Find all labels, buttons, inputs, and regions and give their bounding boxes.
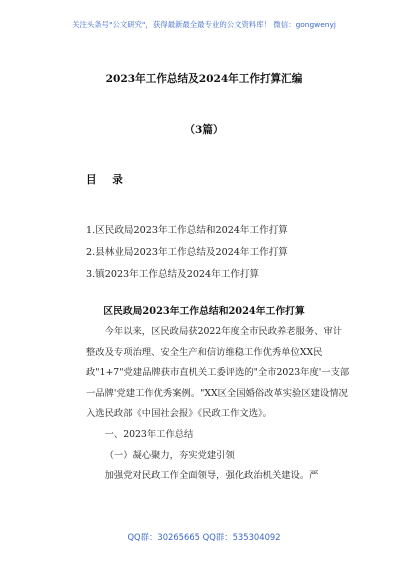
section-title: 区民政局2023年工作总结和2024年工作打算: [103, 306, 305, 317]
toc-list: [86, 220, 288, 286]
body-paragraph-2: 加强党对民政工作全面领导，强化政治机关建设。严: [104, 470, 319, 482]
toc-item-2[interactable]: 2.县林业局2023年工作总结及2024年工作打算: [86, 247, 288, 258]
body-text: [86, 322, 351, 487]
header-promo-note: 关注头条号"公文研究"，获得最新最全最专业的公文资料库！ 微信：gongwenyj: [72, 20, 336, 29]
document-title: 2023年工作总结及2024年工作打算汇编: [105, 73, 303, 85]
footer-qq-note: QQ群：30265665 QQ群：535304092: [127, 532, 281, 542]
toc-heading: 目 录: [86, 174, 129, 186]
toc-item-1[interactable]: 1.区民政局2023年工作总结和2024年工作打算: [86, 225, 288, 236]
toc-item-3[interactable]: 3.镇2023年工作总结及2024年工作打算: [86, 269, 260, 280]
body-heading-1: 一、2023年工作总结: [104, 428, 194, 440]
document-count: （3篇）: [184, 124, 224, 136]
body-paragraph-1: 今年以来，区民政局获2022年度全市民政养老服务、审计整改及专项治理、安全生产和信访维稳工作优秀单位XX民政"1+7"党建品牌获市直机关工委评选的"全市2023年度'一支部一品牌'党建工作优秀案例。"XX区全国婚俗改革实验区建设情况入选民政部《中国社会报》《民政工作文选》。: [86, 326, 350, 420]
body-subheading-1: （一）凝心聚力，夯实党建引领: [104, 449, 235, 461]
